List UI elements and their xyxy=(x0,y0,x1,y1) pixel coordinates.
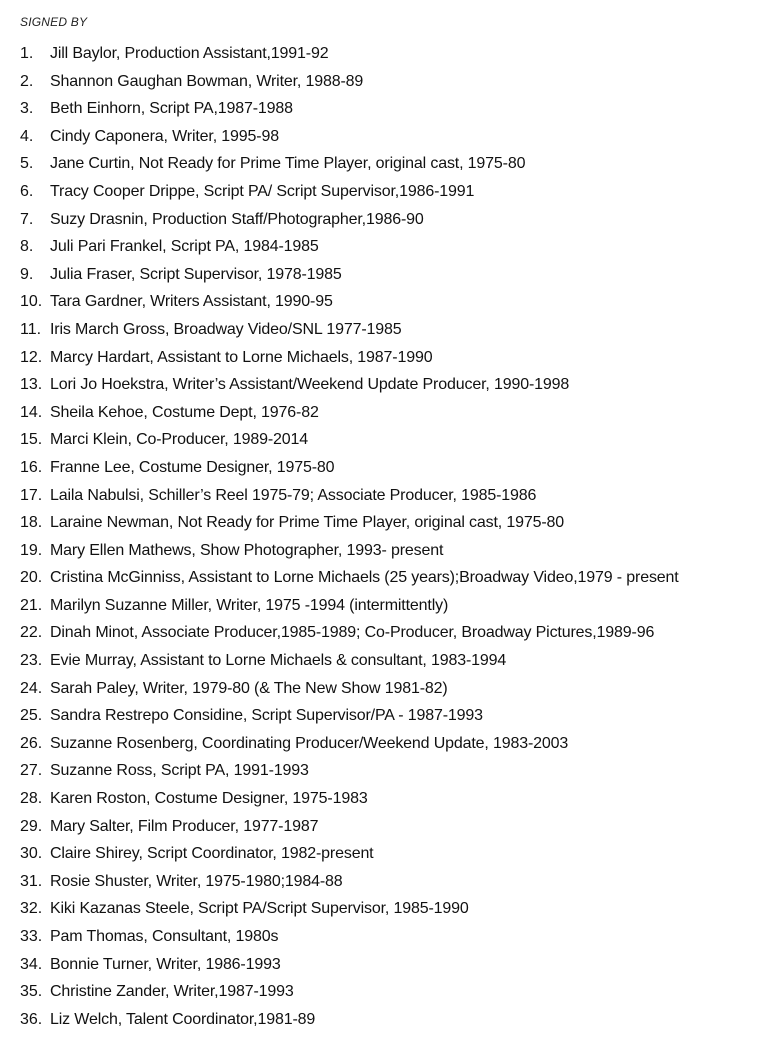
signatory-entry: Marilyn Suzanne Miller, Writer, 1975 -1994 (intermittently) xyxy=(50,596,449,614)
signatory-entry: Cristina McGinniss, Assistant to Lorne Michaels (25 years);Broadway Video,1979 - present xyxy=(50,569,679,587)
signatory-number: 34. xyxy=(20,955,43,973)
signatory-number: 6. xyxy=(20,182,34,200)
signatory-entry: Laraine Newman, Not Ready for Prime Time Player, original cast, 1975-80 xyxy=(50,514,565,532)
signatory-number: 2. xyxy=(20,72,34,90)
signatory-number: 25. xyxy=(20,707,43,725)
signatory-entry: Lori Jo Hoekstra, Writer’s Assistant/Weekend Update Producer, 1990-1998 xyxy=(50,376,570,394)
signatory-entry: Liz Welch, Talent Coordinator,1981-89 xyxy=(50,1010,316,1028)
signatory-number: 20. xyxy=(20,569,43,587)
signatory-number: 3. xyxy=(20,100,34,118)
signatory-entry: Claire Shirey, Script Coordinator, 1982-present xyxy=(50,845,374,863)
signatory-number: 1. xyxy=(20,45,34,62)
signatory-entry: Suzy Drasnin, Production Staff/Photographer,1986-90 xyxy=(50,210,424,228)
signatory-number: 26. xyxy=(20,734,43,752)
signatory-number: 27. xyxy=(20,762,43,780)
signatory-number: 18. xyxy=(20,514,43,532)
signatory-entry: Beth Einhorn, Script PA,1987-1988 xyxy=(50,100,293,118)
signatory-entry: Dinah Minot, Associate Producer,1985-1989; Co-Producer, Broadway Pictures,1989-96 xyxy=(50,624,655,642)
signatory-number: 33. xyxy=(20,928,43,945)
signatory-number: 22. xyxy=(20,624,43,642)
signatory-entry: Sheila Kehoe, Costume Dept, 1976-82 xyxy=(50,403,319,421)
signatory-entry: Bonnie Turner, Writer, 1986-1993 xyxy=(50,955,281,973)
signatory-entry: Tracy Cooper Drippe, Script PA/ Script Supervisor,1986-1991 xyxy=(50,182,475,200)
signatory-number: 4. xyxy=(20,127,34,145)
signatory-number: 23. xyxy=(20,652,43,670)
signatory-entry: Suzanne Ross, Script PA, 1991-1993 xyxy=(50,762,309,780)
signatory-entry: Laila Nabulsi, Schiller’s Reel 1975-79; Associate Producer, 1985-1986 xyxy=(50,486,537,504)
signatory-number: 17. xyxy=(20,486,43,504)
signatory-number: 30. xyxy=(20,845,43,863)
signatory-number: 8. xyxy=(20,238,34,256)
signatory-entry: Cindy Caponera, Writer, 1995-98 xyxy=(50,127,279,145)
signatory-entry: Iris March Gross, Broadway Video/SNL 1977-1985 xyxy=(50,320,402,338)
signatory-number: 14. xyxy=(20,403,43,421)
signatory-entry: Sandra Restrepo Considine, Script Supervisor/PA - 1987-1993 xyxy=(50,707,483,725)
signatory-number: 5. xyxy=(20,155,34,173)
signatory-entry: Pam Thomas, Consultant, 1980s xyxy=(50,928,279,945)
signatory-entry: Jane Curtin, Not Ready for Prime Time Player, original cast, 1975-80 xyxy=(50,155,526,173)
signatory-number: 13. xyxy=(20,376,43,394)
signatory-number: 7. xyxy=(20,210,34,228)
signatory-entry: Mary Salter, Film Producer, 1977-1987 xyxy=(50,817,319,835)
signatory-number: 15. xyxy=(20,431,43,449)
signatory-number: 24. xyxy=(20,679,43,697)
signed-by-heading: SIGNED BY xyxy=(20,15,88,29)
signatory-number: 10. xyxy=(20,293,43,311)
signatory-entry: Rosie Shuster, Writer, 1975-1980;1984-88 xyxy=(50,872,343,890)
signatory-entry: Kiki Kazanas Steele, Script PA/Script Supervisor, 1985-1990 xyxy=(50,900,469,918)
signatory-entry: Julia Fraser, Script Supervisor, 1978-1985 xyxy=(50,265,342,283)
signatory-entry: Jill Baylor, Production Assistant,1991-92 xyxy=(50,45,329,62)
signatory-number: 19. xyxy=(20,541,43,559)
signatory-number: 11. xyxy=(20,320,42,338)
signatory-entry: Sarah Paley, Writer, 1979-80 (& The New Show 1981-82) xyxy=(50,679,448,697)
signatory-number: 9. xyxy=(20,265,34,283)
signatory-entry: Mary Ellen Mathews, Show Photographer, 1993- present xyxy=(50,541,444,559)
signatory-entry: Juli Pari Frankel, Script PA, 1984-1985 xyxy=(50,238,319,256)
signatory-entry: Christine Zander, Writer,1987-1993 xyxy=(50,983,294,1001)
signatory-number: 32. xyxy=(20,900,43,918)
signatory-number: 21. xyxy=(20,596,43,614)
signatory-entry: Tara Gardner, Writers Assistant, 1990-95 xyxy=(50,293,333,311)
signatory-number: 29. xyxy=(20,817,43,835)
signatory-entry: Evie Murray, Assistant to Lorne Michaels & consultant, 1983-1994 xyxy=(50,652,507,670)
signatory-entry: Marcy Hardart, Assistant to Lorne Michaels, 1987-1990 xyxy=(50,348,433,366)
signatory-number: 35. xyxy=(20,983,43,1001)
signatory-entry: Karen Roston, Costume Designer, 1975-1983 xyxy=(50,790,368,808)
signatory-entry: Franne Lee, Costume Designer, 1975-80 xyxy=(50,458,335,476)
signatory-number: 16. xyxy=(20,458,43,476)
signatory-number: 36. xyxy=(20,1010,43,1028)
signatory-entry: Suzanne Rosenberg, Coordinating Producer/Weekend Update, 1983-2003 xyxy=(50,734,569,752)
signatory-entry: Marci Klein, Co-Producer, 1989-2014 xyxy=(50,431,309,449)
signatory-number: 31. xyxy=(20,872,43,890)
signatory-entry: Shannon Gaughan Bowman, Writer, 1988-89 xyxy=(50,72,364,90)
signatory-number: 28. xyxy=(20,790,43,808)
signatory-number: 12. xyxy=(20,348,43,366)
